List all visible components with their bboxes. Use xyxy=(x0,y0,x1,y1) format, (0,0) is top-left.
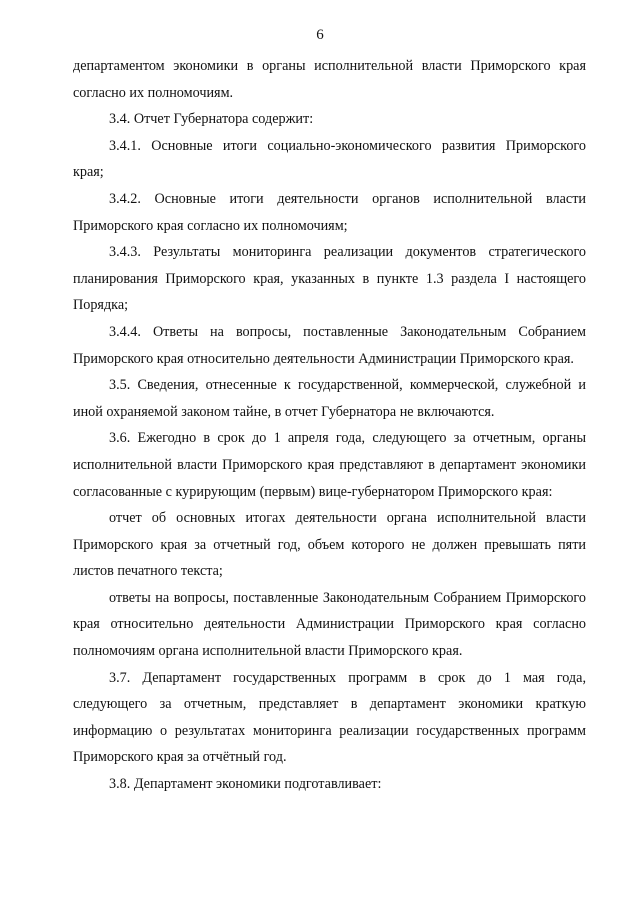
document-body xyxy=(73,53,586,798)
paragraph-report-item: отчет об основных итогах деятельности органа исполнительной власти Приморского края за отчетный год, объем которого не должен превышать пяти листов печатного текста; xyxy=(73,510,586,580)
paragraph-3-4-3: 3.4.3. Результаты мониторинга реализации документов стратегического планирования Приморского края, указанных в пункте 1.3 раздела I настоящего Порядка; xyxy=(73,244,586,314)
paragraph-answers-item: ответы на вопросы, поставленные Законодательным Собранием Приморского края относительно деятельности Администрации Приморского края согласно полномочиям органа исполнительной власти Приморского края. xyxy=(73,589,586,660)
paragraph-3-6: 3.6. Ежегодно в срок до 1 апреля года, следующего за отчетным, органы исполнительной власти Приморского края представляют в департамент экономики согласованные с курирующим (первым) вице-губернатором Приморского края: xyxy=(73,430,586,500)
paragraph-3-4-2: 3.4.2. Основные итоги деятельности органов исполнительной власти Приморского края согласно их полномочиям; xyxy=(73,190,586,234)
paragraph-3-8: 3.8. Департамент экономики подготавливает: xyxy=(109,776,382,793)
paragraph-3-7: 3.7. Департамент государственных программ в срок до 1 мая года, следующего за отчетным, представляет в департамент экономики краткую информацию о результатах мониторинга реализации государственных программ Приморского края за отчётный год. xyxy=(73,669,586,766)
paragraph-3-5: 3.5. Сведения, отнесенные к государственной, коммерческой, служебной и иной охраняемой законом тайне, в отчет Губернатора не включаются. xyxy=(73,377,586,420)
paragraph-3-4-4: 3.4.4. Ответы на вопросы, поставленные Законодательным Собранием Приморского края относительно деятельности Администрации Приморского края. xyxy=(73,323,586,367)
paragraph-3-4-1: 3.4.1. Основные итоги социально-экономического развития Приморского края; xyxy=(73,137,586,181)
paragraph-3-4: 3.4. Отчет Губернатора содержит: xyxy=(109,111,314,128)
page-number: 6 xyxy=(316,27,324,43)
paragraph-continuation: департаментом экономики в органы исполнительной власти Приморского края согласно их полномочиям. xyxy=(73,58,586,101)
